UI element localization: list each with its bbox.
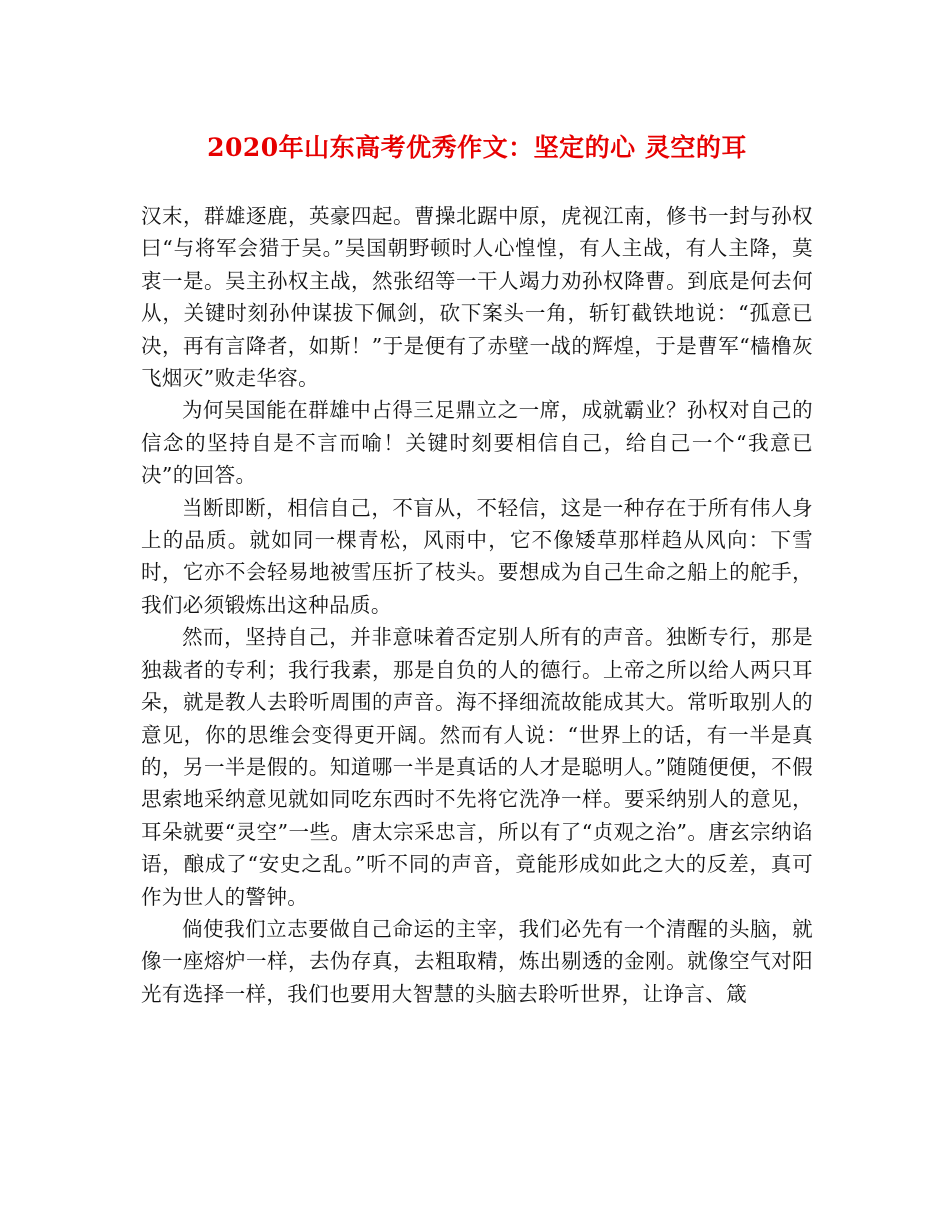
paragraph-3: 当断即断，相信自己，不盲从，不轻信，这是一种存在于所有伟人身上的品质。就如同一棵青松，风雨中，它不像矮草那样趋从风向：下雪时，它亦不会轻易地被雪压折了枝头。要想成为自己生命之船上的舵手，我们必须锻炼出这种品质。 <box>141 495 813 617</box>
paragraph-4: 然而，坚持自己，并非意味着否定别人所有的声音。独断专行，那是独裁者的专利；我行我素，那是自负的人的德行。上帝之所以给人两只耳朵，就是教人去聆听周围的声音。海不择细流故能成其大。常听取别人的意见，你的思维会变得更开阔。然而有人说：“世界上的话，有一半是真的，另一半是假的。知道哪一半是真话的人才是聪明人。”随随便便，不假思索地采纳意见就如同吃东西时不先将它洗净一样。要采纳别人的意见，耳朵就要“灵空”一些。唐太宗采忠言，所以有了“贞观之治”。唐玄宗纳谄语，酿成了“安史之乱。”听不同的声音，竟能形成如此之大的反差，真可作为世人的警钟。 <box>141 625 813 909</box>
paragraph-2: 为何吴国能在群雄中占得三足鼎立之一席，成就霸业？孙权对自己的信念的坚持自是不言而喻！关键时刻要相信自己，给自己一个“我意已决”的回答。 <box>141 398 813 488</box>
page-title: 2020年山东高考优秀作文：坚定的心 灵空的耳 <box>207 133 747 162</box>
document-page <box>141 128 813 1010</box>
article-body <box>141 200 813 1010</box>
paragraph-1: 汉末，群雄逐鹿，英豪四起。曹操北踞中原，虎视江南，修书一封与孙权曰“与将军会猎于吴。”吴国朝野顿时人心惶惶，有人主战，有人主降，莫衷一是。吴主孙权主战，然张绍等一干人竭力劝孙权降曹。到底是何去何从，关键时刻孙仲谋拔下佩剑，砍下案头一角，斩钉截铁地说：“孤意已决，再有言降者，如斯！”于是便有了赤壁一战的辉煌，于是曹军“樯橹灰飞烟灭”败走华容。 <box>141 204 813 391</box>
paragraph-5: 倘使我们立志要做自己命运的主宰，我们必先有一个清醒的头脑，就像一座熔炉一样，去伪存真，去粗取精，炼出剔透的金刚。就像空气对阳光有选择一样，我们也要用大智慧的头脑去聆听世界，让诤言、箴 <box>141 916 813 1006</box>
